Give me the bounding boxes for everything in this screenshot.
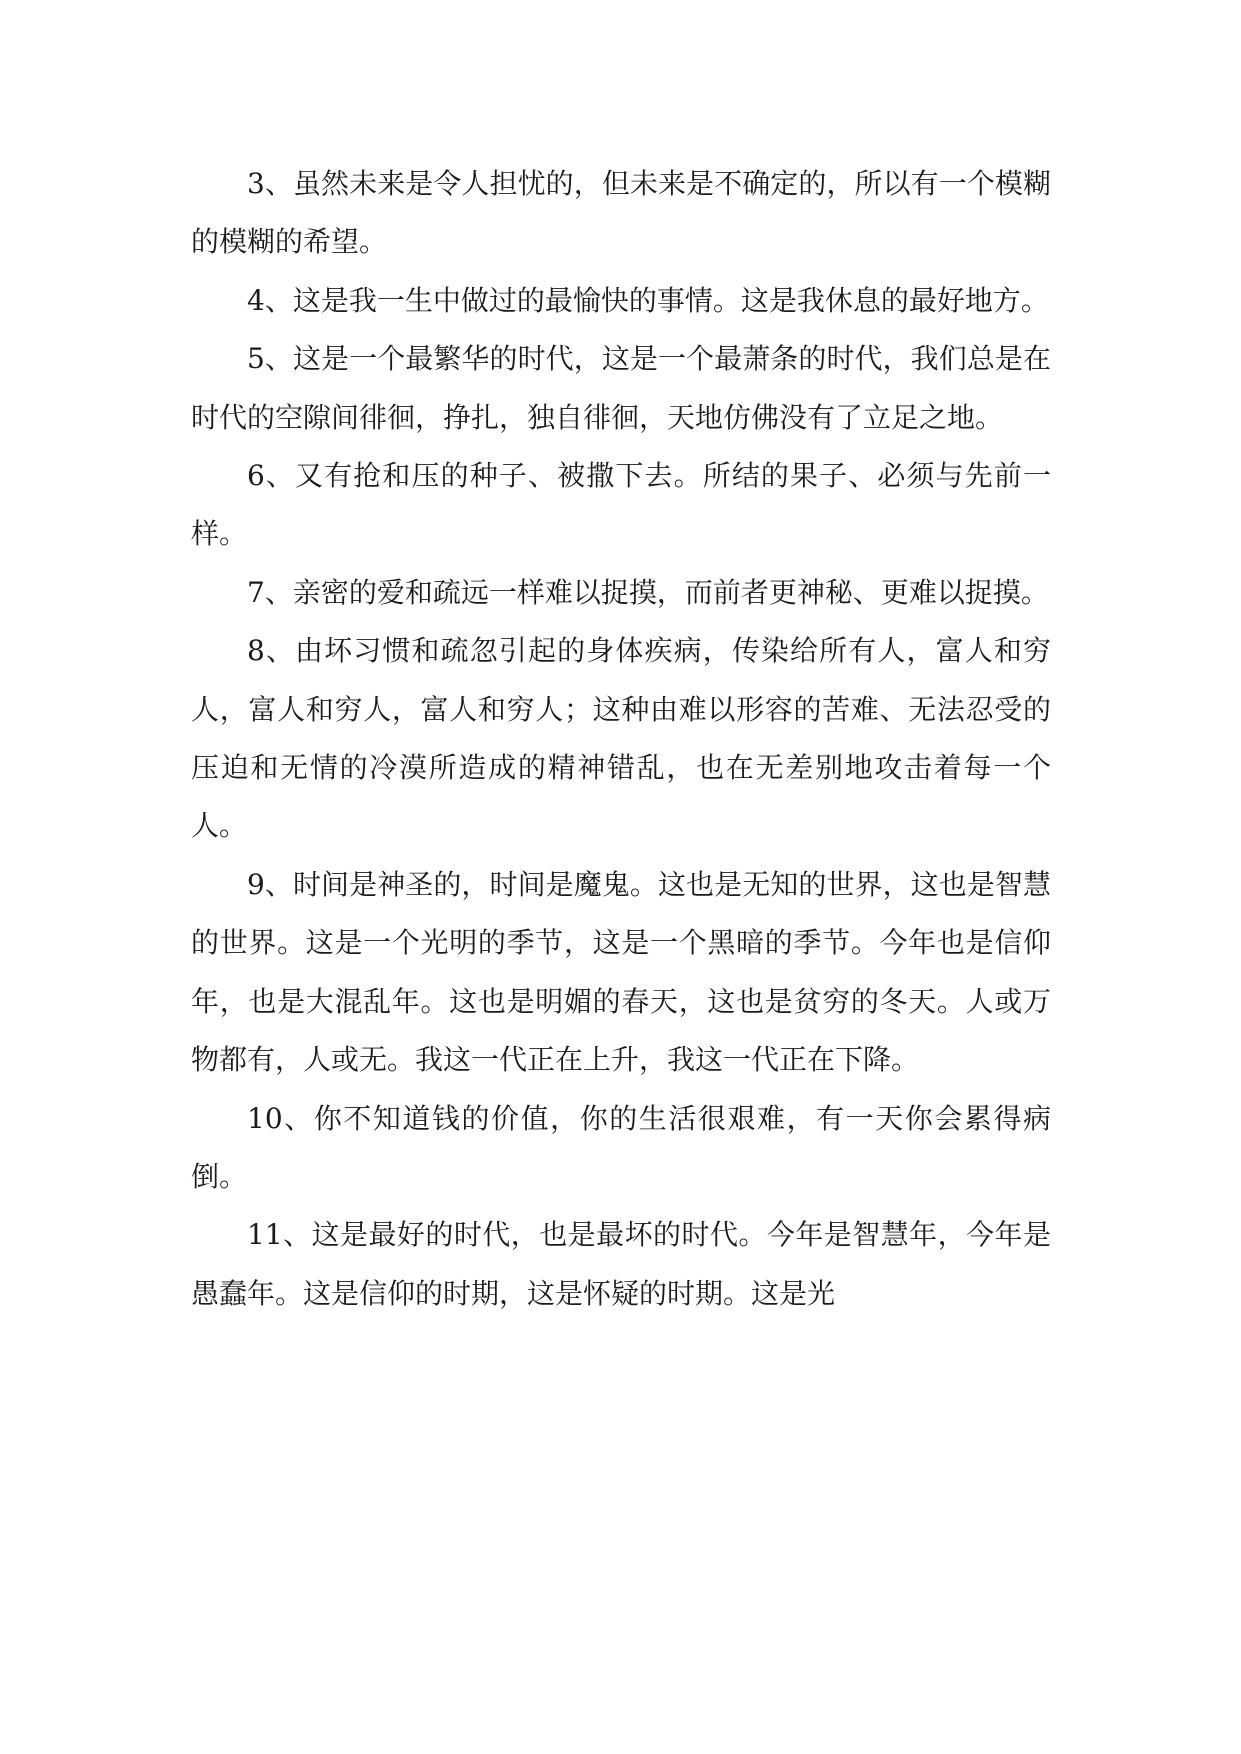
paragraph-8: 8、由坏习惯和疏忽引起的身体疾病，传染给所有人，富人和穷人，富人和穷人，富人和穷人；这种由难以形容的苦难、无法忍受的压迫和无情的冷漠所造成的精神错乱，也在无差别地攻击着每一个人。 (191, 634, 1051, 843)
paragraph-5: 5、这是一个最繁华的时代，这是一个最萧条的时代，我们总是在时代的空隙间徘徊，挣扎，独自徘徊，天地仿佛没有了立足之地。 (191, 342, 1051, 434)
document-page (191, 155, 1051, 1323)
paragraph-11: 11、这是最好的时代，也是最坏的时代。今年是智慧年，今年是愚蠢年。这是信仰的时期，这是怀疑的时期。这是光 (191, 1218, 1051, 1310)
paragraph-6: 6、又有抢和压的种子、被撒下去。所结的果子、必须与先前一样。 (191, 459, 1051, 551)
paragraph-4: 4、这是我一生中做过的最愉快的事情。这是我休息的最好地方。 (247, 283, 1049, 317)
paragraph-10: 10、你不知道钱的价值，你的生活很艰难，有一天你会累得病倒。 (191, 1101, 1051, 1193)
paragraph-3: 3、虽然未来是令人担忧的，但未来是不确定的，所以有一个模糊的模糊的希望。 (191, 167, 1051, 259)
paragraph-9: 9、时间是神圣的，时间是魔鬼。这也是无知的世界，这也是智慧的世界。这是一个光明的季节，这是一个黑暗的季节。今年也是信仰年，也是大混乱年。这也是明媚的春天，这也是贫穷的冬天。人或万物都有，人或无。我这一代正在上升，我这一代正在下降。 (191, 867, 1051, 1077)
paragraph-7: 7、亲密的爱和疏远一样难以捉摸，而前者更神秘、更难以捉摸。 (247, 575, 1049, 609)
